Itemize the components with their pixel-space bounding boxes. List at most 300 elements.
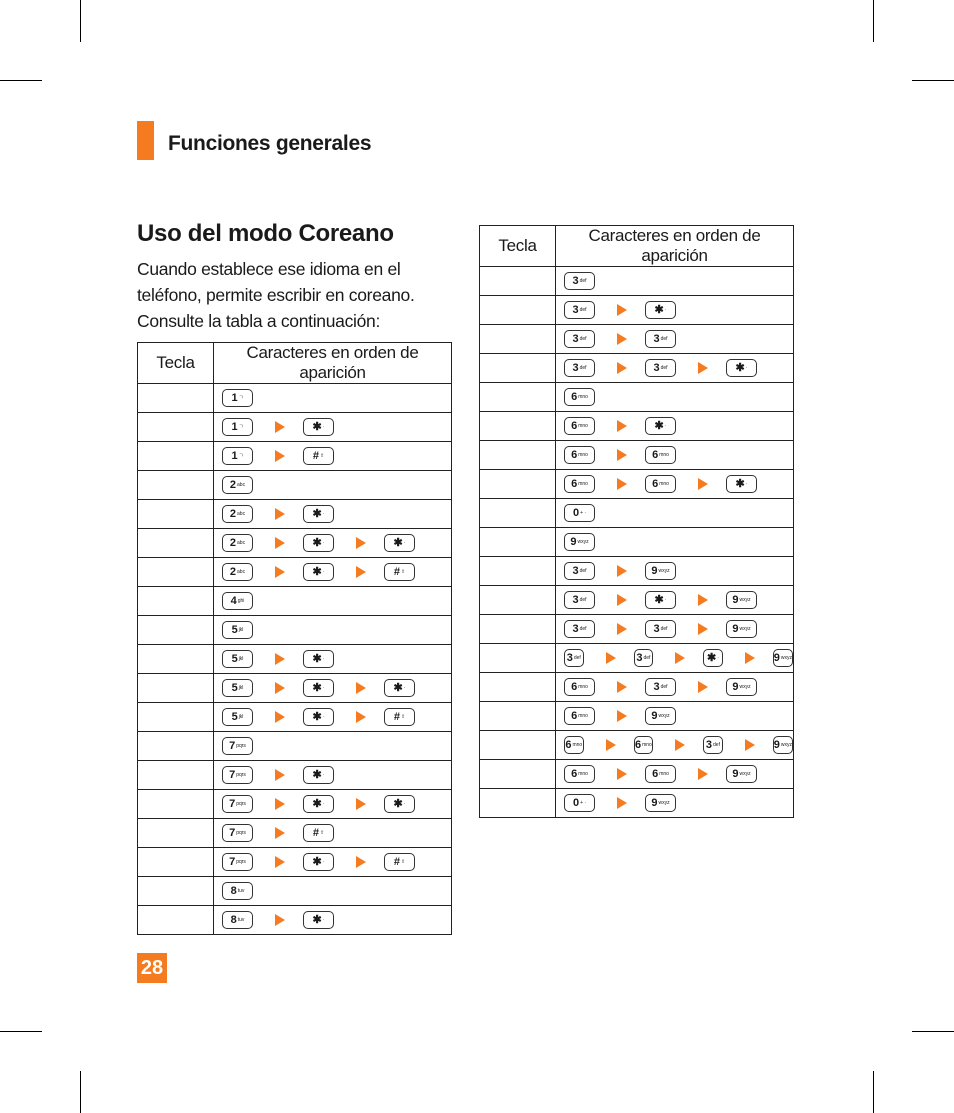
column-header-key: Tecla [138, 343, 214, 384]
next-arrow-icon [675, 739, 685, 751]
key-number: 3 [572, 274, 579, 287]
key-cell [480, 441, 556, 470]
key-letters: def [573, 654, 581, 661]
key-number: ✱ [312, 420, 322, 433]
table-row [138, 529, 452, 558]
star-key-icon [303, 418, 334, 436]
key-number: ✱ [393, 681, 403, 694]
key-cell [138, 384, 214, 413]
key-cell [480, 267, 556, 296]
next-arrow-icon [617, 594, 627, 606]
keypad-key-6-icon [634, 736, 654, 754]
next-arrow-icon [745, 739, 755, 751]
key-letters: pqrs [236, 800, 246, 807]
key-letters: def [643, 654, 651, 661]
key-letters: ⇧ [400, 568, 406, 575]
key-letters: pqrs [236, 771, 246, 778]
key-cell [480, 760, 556, 789]
key-number: 3 [566, 651, 573, 664]
key-letters: def [579, 306, 587, 313]
character-sequence-cell [214, 616, 452, 645]
key-cell [138, 674, 214, 703]
key-letters: ㄱ [238, 423, 244, 430]
key-cell [138, 761, 214, 790]
character-sequence-cell [556, 760, 794, 789]
key-letters: abc [237, 481, 246, 488]
intro-paragraph: Cuando establece ese idioma en el teléfono, permite escribir en coreano. Consulte la tabla a continuación: [137, 259, 415, 331]
key-letters: · [322, 510, 325, 517]
table-row [138, 732, 452, 761]
table-row [138, 703, 452, 732]
keypad-key-7-icon [222, 737, 253, 755]
character-sequence-cell [214, 877, 452, 906]
key-number: 3 [572, 361, 579, 374]
keypad-key-3-icon [645, 620, 676, 638]
next-arrow-icon [275, 682, 285, 694]
key-number: 9 [732, 767, 739, 780]
key-number: ✱ [654, 303, 664, 316]
next-arrow-icon [356, 798, 366, 810]
key-number: 3 [705, 738, 713, 751]
key-letters: mno [578, 451, 588, 458]
keypad-key-3-icon [564, 649, 584, 667]
key-cell [138, 558, 214, 587]
key-letters: def [660, 683, 668, 690]
character-sequence-cell [214, 529, 452, 558]
character-sequence-cell [214, 790, 452, 819]
character-sequence-cell [214, 761, 452, 790]
key-number: 3 [653, 332, 660, 345]
key-number: 6 [571, 477, 578, 490]
key-letters: ⇧ [319, 452, 325, 459]
character-sequence-cell [214, 645, 452, 674]
table-row [480, 325, 794, 354]
key-number: 9 [732, 622, 739, 635]
key-cell [138, 790, 214, 819]
table-row [480, 441, 794, 470]
key-cell [480, 673, 556, 702]
keypad-key-9-icon [645, 707, 676, 725]
key-letters: pqrs [236, 858, 246, 865]
key-letters: wxyz [658, 799, 670, 806]
table-row [138, 587, 452, 616]
keypad-key-6-icon [564, 678, 595, 696]
character-sequence-cell [214, 500, 452, 529]
key-number: 6 [571, 448, 578, 461]
key-letters: wxyz [577, 538, 589, 545]
key-letters: ㄱ [238, 394, 244, 401]
next-arrow-icon [356, 711, 366, 723]
star-key-icon [303, 679, 334, 697]
key-number: 9 [651, 564, 658, 577]
character-sequence-cell [556, 470, 794, 499]
table-row [138, 848, 452, 877]
next-arrow-icon [698, 681, 708, 693]
keypad-key-2-icon [222, 476, 253, 494]
keypad-key-3-icon [634, 649, 654, 667]
character-sequence-cell [214, 384, 452, 413]
keypad-key-6-icon [564, 417, 595, 435]
table-row [138, 442, 452, 471]
next-arrow-icon [698, 478, 708, 490]
key-number: 9 [651, 796, 658, 809]
character-sequence-cell [214, 413, 452, 442]
next-arrow-icon [698, 594, 708, 606]
keypad-key-3-icon [564, 272, 595, 290]
keypad-key-7-icon [222, 824, 253, 842]
table-row [480, 586, 794, 615]
next-arrow-icon [275, 827, 285, 839]
next-arrow-icon [617, 797, 627, 809]
key-number: 6 [571, 390, 578, 403]
key-cell [138, 500, 214, 529]
key-letters: · [664, 306, 667, 313]
keypad-key-1-icon [222, 418, 253, 436]
star-key-icon [645, 591, 676, 609]
key-letters: + · [580, 799, 587, 806]
table-row [138, 819, 452, 848]
keypad-key-2-icon [222, 534, 253, 552]
keypad-key-9-icon [773, 736, 793, 754]
key-letters: wxyz [658, 712, 670, 719]
table-row [480, 412, 794, 441]
table-row [138, 558, 452, 587]
key-cell [480, 470, 556, 499]
key-letters: ⇧ [400, 713, 406, 720]
key-cell [480, 731, 556, 760]
character-sequence-cell [556, 325, 794, 354]
key-number: 5 [231, 623, 238, 636]
key-number: 3 [572, 303, 579, 316]
key-cell [480, 325, 556, 354]
next-arrow-icon [617, 565, 627, 577]
next-arrow-icon [275, 566, 285, 578]
star-key-icon [303, 911, 334, 929]
key-number: 6 [652, 448, 659, 461]
keypad-key-6-icon [645, 446, 676, 464]
table-row [480, 499, 794, 528]
star-key-icon [384, 795, 415, 813]
key-cell [138, 877, 214, 906]
key-letters: ⇧ [319, 829, 325, 836]
key-number: 2 [229, 478, 237, 491]
character-sequence-cell [214, 471, 452, 500]
character-sequence-cell [556, 673, 794, 702]
key-number: ✱ [654, 419, 664, 432]
key-cell [480, 789, 556, 818]
key-number: 9 [773, 651, 780, 664]
star-key-icon [303, 853, 334, 871]
key-number: 2 [229, 507, 237, 520]
keypad-key-6-icon [564, 388, 595, 406]
keypad-key-6-icon [645, 475, 676, 493]
key-letters: · [322, 568, 325, 575]
star-key-icon [303, 505, 334, 523]
key-letters: wxyz [780, 741, 792, 748]
key-number: ✱ [393, 536, 403, 549]
keypad-key-9-icon [773, 649, 793, 667]
key-cell [138, 732, 214, 761]
character-sequence-cell [214, 703, 452, 732]
character-sequence-cell [214, 906, 452, 935]
table-row [138, 500, 452, 529]
table-row [480, 702, 794, 731]
key-number: ✱ [312, 913, 322, 926]
key-number: 9 [570, 535, 577, 548]
key-letters: abc [237, 510, 246, 517]
key-number: 4 [230, 594, 237, 607]
next-arrow-icon [275, 450, 285, 462]
key-number: ✱ [312, 507, 322, 520]
keypad-key-0-icon [564, 794, 595, 812]
key-letters: def [579, 335, 587, 342]
key-letters: mno [659, 451, 669, 458]
key-number: ✱ [312, 855, 322, 868]
star-key-icon [384, 679, 415, 697]
key-number: 6 [565, 738, 572, 751]
next-arrow-icon [606, 739, 616, 751]
key-number: 2 [229, 565, 237, 578]
keypad-key-5-icon [222, 621, 253, 639]
key-number: ✱ [707, 651, 717, 664]
keypad-key-1-icon [222, 389, 253, 407]
key-cell [138, 529, 214, 558]
key-cell [138, 906, 214, 935]
key-letters: wxyz [739, 683, 751, 690]
next-arrow-icon [275, 769, 285, 781]
key-number: 7 [229, 855, 236, 868]
character-sequence-cell [556, 499, 794, 528]
key-number: 6 [571, 680, 578, 693]
character-sequence-cell [556, 731, 794, 760]
table-row [480, 383, 794, 412]
next-arrow-icon [617, 333, 627, 345]
column-header-characters: Caracteres en orden de aparición [556, 226, 794, 267]
character-sequence-cell [556, 412, 794, 441]
key-cell [480, 702, 556, 731]
star-key-icon [703, 649, 723, 667]
character-sequence-cell [214, 587, 452, 616]
next-arrow-icon [617, 710, 627, 722]
table-row [138, 761, 452, 790]
key-letters: mno [578, 480, 588, 487]
key-letters: def [579, 567, 587, 574]
next-arrow-icon [617, 449, 627, 461]
key-cell [480, 615, 556, 644]
crop-mark [80, 1071, 81, 1113]
next-arrow-icon [275, 914, 285, 926]
key-number: # [312, 449, 319, 462]
key-letters: · [322, 916, 325, 923]
key-cell [138, 442, 214, 471]
key-number: # [393, 855, 400, 868]
keypad-key-3-icon [564, 562, 595, 580]
table-row [138, 384, 452, 413]
key-number: 3 [572, 332, 579, 345]
character-sequence-cell [214, 558, 452, 587]
key-cell [138, 616, 214, 645]
key-number: ✱ [312, 536, 322, 549]
key-cell [480, 586, 556, 615]
key-number: 9 [773, 738, 780, 751]
key-number: 3 [572, 593, 579, 606]
key-number: 8 [230, 884, 237, 897]
key-letters: mno [578, 770, 588, 777]
character-sequence-cell [214, 732, 452, 761]
next-arrow-icon [275, 508, 285, 520]
key-letters: · [745, 480, 748, 487]
key-number: 7 [229, 768, 236, 781]
key-letters: jkl [238, 684, 244, 691]
key-letters: def [660, 625, 668, 632]
star-key-icon [303, 650, 334, 668]
table-row [480, 354, 794, 383]
keypad-key-6-icon [564, 475, 595, 493]
key-number: ✱ [312, 710, 322, 723]
next-arrow-icon [698, 623, 708, 635]
next-arrow-icon [617, 681, 627, 693]
next-arrow-icon [617, 362, 627, 374]
keypad-key-3-icon [564, 330, 595, 348]
key-number: 3 [653, 361, 660, 374]
character-sequence-cell [556, 354, 794, 383]
table-row [480, 673, 794, 702]
table-row [480, 760, 794, 789]
hash-key-icon [384, 563, 415, 581]
key-letters: wxyz [739, 770, 751, 777]
hash-key-icon [303, 824, 334, 842]
next-arrow-icon [356, 537, 366, 549]
key-letters: · [322, 713, 325, 720]
character-sequence-cell [214, 848, 452, 877]
keypad-key-6-icon [564, 446, 595, 464]
key-cell [480, 354, 556, 383]
key-number: 1 [231, 420, 238, 433]
key-number: 2 [229, 536, 237, 549]
table-row [480, 731, 794, 760]
key-number: ✱ [735, 477, 745, 490]
key-cell [138, 413, 214, 442]
key-cell [480, 383, 556, 412]
character-sequence-cell [556, 296, 794, 325]
next-arrow-icon [617, 768, 627, 780]
keypad-key-9-icon [645, 562, 676, 580]
key-letters: mno [578, 422, 588, 429]
key-cell [138, 819, 214, 848]
star-key-icon [303, 766, 334, 784]
table-row [480, 470, 794, 499]
key-letters: · [717, 654, 719, 661]
key-number: 7 [229, 739, 236, 752]
key-number: 1 [231, 449, 238, 462]
next-arrow-icon [356, 566, 366, 578]
character-sequence-cell [556, 557, 794, 586]
key-letters: · [322, 684, 325, 691]
key-letters: ㄱ [238, 452, 244, 459]
key-letters: wxyz [780, 654, 792, 661]
key-number: 6 [571, 709, 578, 722]
keypad-key-3-icon [645, 330, 676, 348]
keypad-key-9-icon [726, 620, 757, 638]
keypad-key-9-icon [726, 678, 757, 696]
keypad-key-1-icon [222, 447, 253, 465]
character-sequence-cell [556, 441, 794, 470]
key-letters: · [403, 539, 406, 546]
table-row [138, 906, 452, 935]
page-heading: Uso del modo Coreano [137, 220, 394, 247]
key-cell [480, 528, 556, 557]
key-letters: def [579, 277, 587, 284]
key-number: ✱ [312, 652, 322, 665]
key-letters: wxyz [739, 596, 751, 603]
keypad-key-7-icon [222, 795, 253, 813]
table-row [138, 471, 452, 500]
key-letters: · [322, 858, 325, 865]
key-number: 7 [229, 797, 236, 810]
column-header-characters: Caracteres en orden de aparición [214, 343, 452, 384]
key-number: ✱ [735, 361, 745, 374]
key-number: 5 [231, 652, 238, 665]
key-cell [138, 848, 214, 877]
key-number: ✱ [312, 797, 322, 810]
keypad-key-3-icon [564, 359, 595, 377]
star-key-icon [303, 708, 334, 726]
table-row [138, 645, 452, 674]
key-number: 6 [571, 767, 578, 780]
star-key-icon [384, 534, 415, 552]
crop-mark [873, 0, 874, 42]
key-letters: · [664, 422, 667, 429]
next-arrow-icon [745, 652, 755, 664]
star-key-icon [303, 795, 334, 813]
crop-mark [912, 1031, 954, 1032]
crop-mark [80, 0, 81, 42]
key-number: 6 [652, 767, 659, 780]
keypad-key-9-icon [564, 533, 595, 551]
next-arrow-icon [275, 711, 285, 723]
character-sequence-cell [556, 615, 794, 644]
key-number: ✱ [312, 768, 322, 781]
hash-key-icon [384, 853, 415, 871]
key-letters: abc [237, 539, 246, 546]
table-row [480, 267, 794, 296]
key-number: 3 [572, 564, 579, 577]
key-number: ✱ [654, 593, 664, 606]
next-arrow-icon [617, 623, 627, 635]
key-cell [480, 557, 556, 586]
key-letters: · [664, 596, 667, 603]
keypad-key-8-icon [222, 882, 253, 900]
next-arrow-icon [617, 304, 627, 316]
key-letters: jkl [238, 713, 244, 720]
keypad-key-0-icon [564, 504, 595, 522]
keypad-key-3-icon [645, 359, 676, 377]
keypad-key-5-icon [222, 708, 253, 726]
column-header-key: Tecla [480, 226, 556, 267]
key-letters: wxyz [658, 567, 670, 574]
star-key-icon [645, 301, 676, 319]
crop-mark [0, 1031, 42, 1032]
table-row [480, 789, 794, 818]
korean-key-table-right [479, 225, 794, 818]
keypad-key-3-icon [703, 736, 723, 754]
character-sequence-cell [214, 674, 452, 703]
table-row [480, 296, 794, 325]
crop-mark [912, 80, 954, 81]
star-key-icon [303, 563, 334, 581]
table-row [480, 528, 794, 557]
key-cell [480, 296, 556, 325]
